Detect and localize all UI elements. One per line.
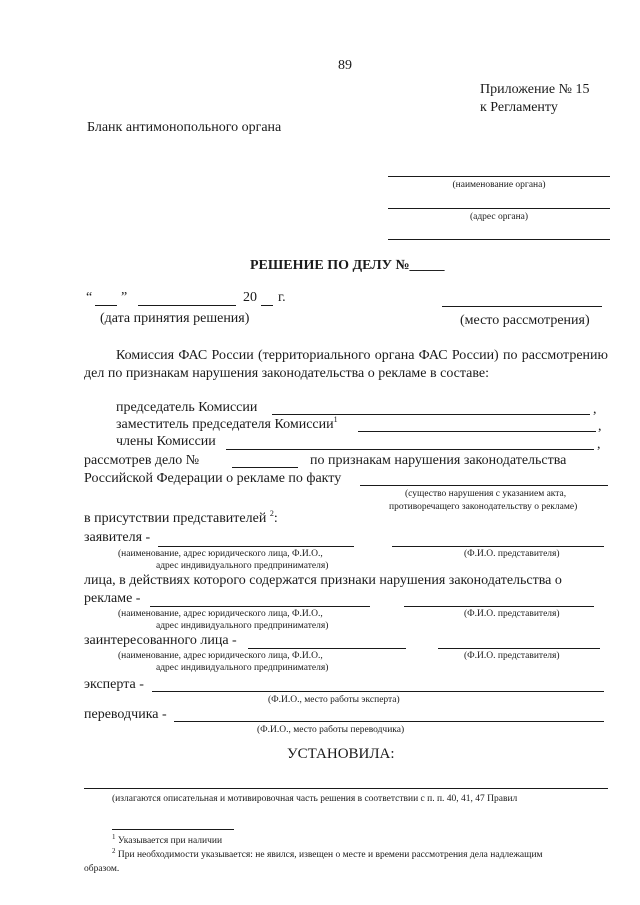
fact-line[interactable] [360,485,608,486]
expert-caption: (Ф.И.О., место работы эксперта) [268,695,400,705]
expert-label: эксперта - [84,677,144,692]
date-year-prefix: 20 [243,290,257,305]
interested-label: заинтересованного лица - [84,633,237,648]
translator-line[interactable] [174,721,604,722]
commission-paragraph: Комиссия ФАС России (территориального органа ФАС России) по рассмотрению дел по признакам нарушения законодательства о рекламе в составе: [84,348,608,381]
date-quote-close: ” [121,290,128,305]
established-heading: УСТАНОВИЛА: [287,746,395,762]
chair-label: председатель Комиссии [116,400,258,415]
chair-comma: , [593,402,597,417]
appendix-line2: к Регламенту [480,100,558,115]
violator-line[interactable] [150,606,370,607]
decision-title: РЕШЕНИЕ ПО ДЕЛУ №_____ [250,258,445,273]
deputy-label: заместитель председателя Комиссии$^1$ [116,415,338,432]
interested-caption-line2: адрес индивидуального предпринимателя) [156,663,329,673]
interested-caption-line1: (наименование, адрес юридического лица, Ф.И.О., [118,651,323,661]
organ-name-caption: (наименование органа) [452,180,546,190]
deputy-line[interactable] [358,431,596,432]
place-caption: (место рассмотрения) [460,313,590,328]
members-label: члены Комиссии [116,434,216,449]
applicant-rep-caption: (Ф.И.О. представителя) [464,549,560,559]
interested-line[interactable] [248,648,406,649]
interested-rep-line[interactable] [438,648,600,649]
chair-line[interactable] [272,414,590,415]
page-number: 89 [338,58,352,73]
applicant-caption-line2: адрес индивидуального предпринимателя) [156,561,329,571]
footnote-separator [112,829,234,830]
fact-caption-line2: противоречащего законодательству о рекламе) [389,502,578,512]
date-year-line[interactable] [261,305,273,306]
footnote-1: $^1$ Указывается при наличии [112,833,223,846]
applicant-caption-line1: (наименование, адрес юридического лица, Ф.И.О., [118,549,323,559]
interested-rep-caption: (Ф.И.О. представителя) [464,651,560,661]
violator-rep-line[interactable] [404,606,594,607]
established-caption: (излагаются описательная и мотивировочная часть решения в соответствии с п. п. 40, 41, 47 Правил [112,794,518,804]
applicant-line[interactable] [158,546,354,547]
date-month-line[interactable] [138,305,236,306]
translator-caption: (Ф.И.О., место работы переводчика) [257,725,405,735]
organ-address-caption: (адрес органа) [469,212,529,222]
established-line[interactable] [84,788,608,789]
applicant-rep-line[interactable] [392,546,604,547]
considered-part2: по признакам нарушения законодательства [310,453,567,468]
organ-address-line[interactable] [388,208,610,209]
considered-part1: рассмотрев дело № [84,453,200,468]
place-line[interactable] [442,306,602,307]
violator-caption-line2: адрес индивидуального предпринимателя) [156,621,329,631]
date-day-line[interactable] [95,305,117,306]
translator-label: переводчика - [84,707,167,722]
considered-part3: Российской Федерации о рекламе по факту [84,471,342,486]
footnote-2: $^2$ При необходимости указывается: не явился, извещен о месте и времени рассмотрения дела надлежащим [112,847,543,860]
violator-label: рекламе - [84,591,141,606]
date-quote-open: “ [86,290,93,305]
presence-label: в присутствии представителей $^2$: [84,509,278,526]
violator-caption-line1: (наименование, адрес юридического лица, Ф.И.О., [118,609,323,619]
case-number-line[interactable] [232,467,298,468]
applicant-label: заявителя - [84,530,151,545]
fact-caption-line1: (существо нарушения с указанием акта, [405,489,567,499]
deputy-comma: , [598,419,602,434]
members-comma: , [597,437,601,452]
violator-text: лица, в действиях которого содержатся признаки нарушения законодательства о [84,573,562,588]
expert-line[interactable] [152,691,604,692]
members-line[interactable] [226,449,594,450]
footnote-2-cont: образом. [84,864,120,874]
date-year-suffix: г. [278,290,286,305]
blank-label: Бланк антимонопольного органа [87,120,282,135]
date-caption: (дата принятия решения) [100,311,250,326]
organ-name-line[interactable] [388,176,610,177]
organ-extra-line[interactable] [388,239,610,240]
appendix-line1: Приложение № 15 [480,82,590,97]
violator-rep-caption: (Ф.И.О. представителя) [464,609,560,619]
